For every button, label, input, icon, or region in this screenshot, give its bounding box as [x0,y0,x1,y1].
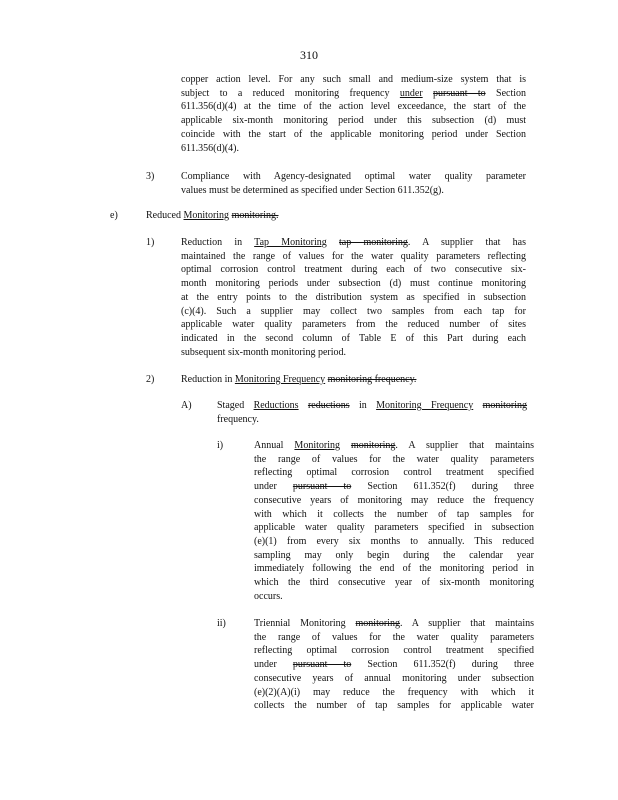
inserted-text: Reductions [253,400,299,411]
deleted-text: pursuant to [433,87,486,99]
item-e-label: e) [110,210,118,221]
text-line: under pursuant to Section 611.352(f) during three [254,659,534,671]
deleted-text: monitoring [350,440,396,451]
item-ii-text [254,617,534,713]
item-3-text [181,170,526,197]
text-line: month monitoring periods under subsection (d) must continue monitoring [181,278,526,290]
text-line: consecutive years of monitoring may reduce the frequency [254,494,534,506]
item-2-heading [181,373,526,387]
text-line: which the third consecutive year of six-month monitoring [254,577,534,589]
deleted-text: tap monitoring [339,237,408,248]
text-line: Staged Reductions reductions in Monitoring Frequency monitoring [217,400,528,411]
text-line: (e)(1) from every six months to annually. This reduced [254,535,534,547]
text-line: the range of values for the water quality parameters [254,453,534,465]
text-line: optimal corrosion control treatment during each of two consecutive six- [181,264,526,276]
deleted-text: pursuant to [292,481,352,493]
text-line: collects the number of tap samples for applicable water [254,700,534,712]
text-line: Triennial Monitoring monitoring. A supplier that maintains [254,618,534,629]
deleted-text: monitoring. [231,210,279,221]
text-line: applicable water quality parameters from the reduced number of sites [181,319,526,331]
text-line: occurs. [254,590,283,602]
text-line: consecutive years of annual monitoring under subsection [254,672,534,684]
item-A-text [217,399,527,426]
text-line: reflecting optimal corrosion control treatment specified [254,645,534,657]
text-line: the range of values for the water quality parameters [254,631,534,643]
text-line: Compliance with Agency-designated optimal water quality parameter [181,171,526,182]
page-number: 310 [300,48,318,62]
text-line: Annual Monitoring monitoring. A supplier that maintains [254,440,534,451]
text-line: indicated in the second column of Table E of this Part during each [181,332,526,344]
item-e-heading [146,209,446,223]
text-line: 611.356(d)(4). [181,142,239,154]
text-line: copper action level. For any such small and medium-size system that is [181,74,526,85]
item-1-text [181,236,526,359]
text-line: applicable water quality parameters specified in subsection [254,522,534,534]
text-line: Reduction in Tap Monitoring tap monitoring. A supplier that has [181,237,526,248]
text-line: applicable six-month monitoring period under this subsection (d) must [181,115,526,127]
text-line: immediately following the end of the monitoring period in [254,563,534,575]
deleted-text: reductions [307,400,350,411]
text-line: coincide with the start of the applicable monitoring period under Section [181,128,526,140]
text-line: frequency. [217,413,259,425]
item-1-label: 1) [146,237,155,248]
inserted-text: Monitoring Frequency [234,374,326,385]
item-i-label: i) [217,440,224,451]
text-line: values must be determined as specified under Section 611.352(g). [181,184,444,196]
deleted-text: monitoring [482,400,528,411]
heading-text: Reduced [146,210,184,221]
item-2-label: 2) [146,374,155,385]
deleted-text: pursuant to [292,659,352,671]
text-line: at the entry points to the distribution system as specified in subsection [181,291,526,303]
text-line: subject to a reduced monitoring frequency under pursuant to Section [181,87,527,99]
inserted-text: Monitoring Frequency [376,400,474,411]
item-i-text [254,439,534,603]
text-line: 611.356(d)(4) at the time of the action level exceedance, the start of the [181,101,526,113]
text-line: sampling may only begin during the calendar year [254,549,534,561]
text-line: subsequent six-month monitoring period. [181,346,346,358]
text-line: under pursuant to Section 611.352(f) during three [254,481,534,493]
text-line: reflecting optimal corrosion control treatment specified [254,467,534,479]
text-line: with which it collects the number of tap samples for [254,508,534,520]
heading-text: Reduction in [181,374,235,385]
item-A-label: A) [181,400,192,411]
inserted-text: under [399,87,423,99]
inserted-text: Monitoring [183,210,230,221]
item-ii-label: ii) [217,618,226,629]
deleted-text: monitoring frequency. [327,374,417,385]
text-line: (e)(2)(A)(i) may reduce the frequency with which it [254,686,534,698]
deleted-text: monitoring [355,618,400,629]
inserted-text: Monitoring [294,440,340,451]
text-line: maintained the range of values for the water quality parameters reflecting [181,250,526,262]
inserted-text: Tap Monitoring [254,237,327,248]
text-line: (c)(4). Such a supplier may collect two samples from each tap for [181,305,526,317]
item-3-label: 3) [146,171,155,182]
paragraph-copper-action-level [181,73,526,155]
